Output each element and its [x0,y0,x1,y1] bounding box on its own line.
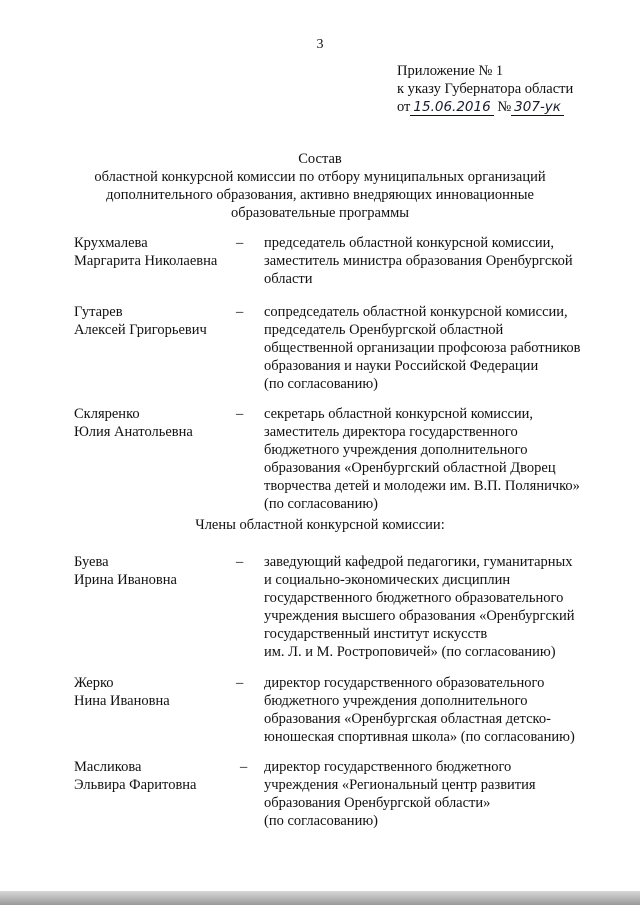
person-role [264,553,599,661]
appendix-decree: к указу Губернатора области [397,81,574,97]
person-given-name: Алексей Григорьевич [74,322,207,338]
person-surname: Буева [74,554,109,570]
person-surname: Крухмалева [74,235,148,251]
role-line: учреждения высшего образования «Оренбургский [264,608,575,624]
role-line: председатель Оренбургской областной [264,322,504,338]
role-line: заместитель директора государственного [264,424,518,440]
from-label: от [397,99,411,115]
decree-date: 15.06.2016 [410,100,493,116]
person-surname: Жерко [74,675,114,691]
role-line: заведующий кафедрой педагогики, гуманитарных [264,554,573,570]
role-line: и социально-экономических дисциплин [264,572,511,588]
dash-separator: – [240,759,248,775]
person-role [264,405,599,513]
role-line: творчества детей и молодежи им. В.П. Поляничко» [264,478,580,494]
decree-number: 307-ук [511,100,564,116]
role-line: (по согласованию) [264,496,378,512]
role-line: им. Л. и М. Ростроповичей» (по согласованию) [264,644,556,660]
role-line: области [264,271,313,287]
role-line: сопредседатель областной конкурсной комиссии, [264,304,568,320]
role-line: (по согласованию) [264,813,378,829]
dash-separator: – [236,675,244,691]
person-name [74,553,234,589]
person-role [264,303,599,393]
role-line: учреждения «Региональный центр развития [264,777,536,793]
person-role [264,234,599,288]
role-line: юношеская спортивная школа» (по согласованию) [264,729,575,745]
appendix-title: Приложение № 1 [397,63,504,79]
person-given-name: Юлия Анатольевна [74,424,193,440]
role-line: общественной организации профсоюза работников [264,340,581,356]
document-title [80,150,560,222]
title-heading: Состав [298,151,342,167]
role-line: образования «Оренбургский областной Дворец [264,460,556,476]
title-line: областной конкурсной комиссии по отбору муниципальных организаций [94,169,546,185]
appendix-date-line [397,98,573,116]
person-given-name: Ирина Ивановна [74,572,177,588]
scan-edge [0,891,640,905]
role-line: председатель областной конкурсной комиссии, [264,235,554,251]
person-role [264,674,599,746]
person-name [74,234,234,270]
title-line: образовательные программы [230,205,410,221]
role-line: образования Оренбургской области» [264,795,491,811]
person-surname: Гутарев [74,304,123,320]
dash-separator: – [236,304,244,320]
number-label: № [497,99,512,115]
role-line: бюджетного учреждения дополнительного [264,693,528,709]
person-given-name: Эльвира Фаритовна [74,777,197,793]
role-line: директор государственного образовательного [264,675,545,691]
dash-separator: – [236,554,244,570]
person-name [74,674,234,710]
dash-separator: – [236,235,244,251]
person-name [74,758,234,794]
appendix-block [397,62,573,116]
members-heading: Члены областной конкурсной комиссии: [195,517,445,533]
role-line: образования и науки Российской Федерации [264,358,539,374]
person-surname: Масликова [74,759,142,775]
role-line: секретарь областной конкурсной комиссии, [264,406,534,422]
role-line: (по согласованию) [264,376,378,392]
role-line: бюджетного учреждения дополнительного [264,442,528,458]
person-name [74,405,234,441]
person-role [264,758,599,830]
title-line: дополнительного образования, активно внедряющих инновационные [106,187,534,203]
dash-separator: – [236,406,244,422]
person-given-name: Нина Ивановна [74,693,170,709]
person-name [74,303,234,339]
role-line: государственный институт искусств [264,626,488,642]
person-surname: Скляренко [74,406,140,422]
role-line: образования «Оренбургская областная детско- [264,711,551,727]
person-given-name: Маргарита Николаевна [74,253,218,269]
page-number: 3 [316,37,324,52]
role-line: заместитель министра образования Оренбургской [264,253,573,269]
role-line: директор государственного бюджетного [264,759,512,775]
role-line: государственного бюджетного образовательного [264,590,564,606]
